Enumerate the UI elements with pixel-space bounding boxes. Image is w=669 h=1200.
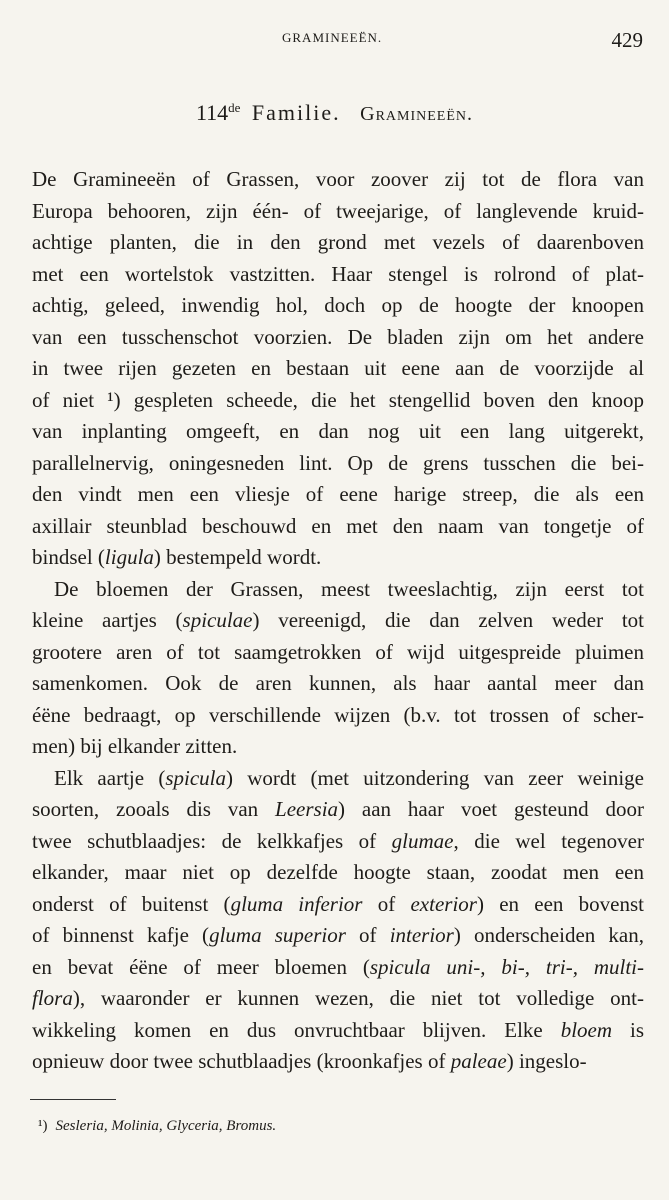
text-segment: elkander, maar niet op dezelfde hoogte staan, zoodat men een xyxy=(32,860,644,884)
text-segment: of xyxy=(345,923,390,947)
text-line xyxy=(32,668,644,700)
text-line xyxy=(32,353,644,385)
text-line xyxy=(32,511,644,543)
text-segment: men) bij elkander zitten. xyxy=(32,734,238,758)
text-line xyxy=(32,385,644,417)
text-segment: den vindt men een vliesje of eene harige streep, die als een xyxy=(32,482,644,506)
text-segment: is xyxy=(612,1017,644,1042)
page-number: 429 xyxy=(611,28,643,52)
text-segment: axillair steunblad beschouwd en met den naam van tongetje of xyxy=(32,513,644,538)
italic-term: paleae xyxy=(450,1049,507,1073)
text-segment: Elk aartje ( xyxy=(54,765,166,790)
text-segment: van inplanting omgeeft, en dan nog uit een lang uitgerekt, xyxy=(32,419,644,443)
text-segment: ) aan haar voet gesteund door xyxy=(338,797,644,821)
text-line xyxy=(32,574,644,606)
italic-term: exterior xyxy=(410,891,477,916)
text-line xyxy=(32,542,644,574)
text-segment: ) onderscheiden kan, xyxy=(453,923,644,947)
italic-term: Leersia xyxy=(275,797,339,821)
family-word: Familie. xyxy=(251,100,341,125)
text-segment: van een tusschenschot voorzien. De bladen zijn om het andere xyxy=(32,324,644,349)
text-segment: onderst of buitenst ( xyxy=(32,891,231,916)
italic-term: spicula uni-, bi-, tri-, multi- xyxy=(369,954,644,979)
text-segment: bindsel ( xyxy=(32,545,105,569)
italic-term: gluma superior xyxy=(209,923,346,947)
text-segment: kleine aartjes ( xyxy=(32,608,183,632)
text-line xyxy=(32,605,644,637)
text-line xyxy=(32,889,644,921)
italic-term: bloem xyxy=(560,1017,613,1042)
family-heading xyxy=(0,100,669,126)
text-segment: opnieuw door twee schutblaadjes (kroonkafjes of xyxy=(32,1049,451,1073)
text-line xyxy=(32,731,644,763)
text-line xyxy=(32,416,644,448)
text-line xyxy=(32,259,644,291)
text-line xyxy=(32,763,644,795)
italic-term: gluma inferior xyxy=(230,891,363,916)
ordinal-suffix: de xyxy=(228,100,241,115)
text-segment: in twee rijen gezeten en bestaan uit eene aan de voorzijde al xyxy=(32,356,644,380)
text-segment: of niet ¹) gespleten scheede, die het stengellid boven den knoop xyxy=(32,387,644,412)
text-segment: De bloemen der Grassen, meest tweeslachtig, zijn eerst tot xyxy=(54,576,644,601)
text-line xyxy=(32,479,644,511)
footnote-text: Sesleria, Molinia, Glyceria, Bromus. xyxy=(55,1118,277,1134)
text-segment: met een wortelstok vastzitten. Haar stengel is rolrond of plat- xyxy=(32,261,644,286)
text-segment: , die wel tegenover xyxy=(453,828,644,853)
text-segment: twee schutblaadjes: de kelkkafjes of xyxy=(32,828,392,853)
text-line xyxy=(32,826,644,858)
text-segment: éëne bedraagt, op verschillende wijzen (b.v. tot trossen of scher- xyxy=(32,702,644,727)
text-line xyxy=(32,196,644,228)
italic-term: glumae xyxy=(391,828,454,853)
text-segment: Europa behooren, zijn één- of tweejarige, of langlevende kruid- xyxy=(32,198,644,223)
footnote-mark: ¹) xyxy=(38,1118,48,1134)
running-title: GRAMINEEËN. xyxy=(282,30,383,45)
family-name: Gramineeën. xyxy=(360,103,474,125)
text-line xyxy=(32,164,644,196)
text-line xyxy=(32,983,644,1015)
text-segment: parallelnervig, oningesneden lint. Op de grens tusschen die bei- xyxy=(32,450,644,475)
text-segment: wikkeling komen en dus onvruchtbaar blijven. Elke xyxy=(32,1017,561,1042)
family-number: 114 xyxy=(195,100,229,125)
text-line xyxy=(32,700,644,732)
text-segment: samenkomen. Ook de aren kunnen, als haar aantal meer dan xyxy=(32,671,644,695)
text-line xyxy=(32,1015,644,1047)
body-text xyxy=(32,164,644,1078)
text-line xyxy=(32,448,644,480)
footnote-rule xyxy=(30,1099,116,1100)
text-segment: grootere aren of tot saamgetrokken of wijd uitgespreide pluimen xyxy=(32,639,644,664)
text-segment: of xyxy=(362,891,411,916)
footnote xyxy=(38,1118,276,1135)
italic-term: ligula xyxy=(104,545,154,569)
text-segment: achtige planten, die in den grond met vezels of daarenboven xyxy=(32,230,644,254)
italic-term: spiculae xyxy=(182,608,253,632)
text-segment: soorten, zooals dis van xyxy=(32,797,276,821)
italic-term: interior xyxy=(389,923,454,947)
text-segment: De Gramineeën of Grassen, voor zoover zij tot de flora van xyxy=(32,167,644,191)
text-line xyxy=(32,637,644,669)
text-segment: ) bestempeld wordt. xyxy=(153,545,322,569)
text-segment: ) en een bovenst xyxy=(476,891,644,916)
running-head xyxy=(0,28,669,52)
text-line xyxy=(32,794,644,826)
text-segment: ) wordt (met uitzondering van zeer weinige xyxy=(226,765,644,790)
text-line xyxy=(32,1046,644,1078)
text-segment: ) vereenigd, die dan zelven weder tot xyxy=(252,608,644,632)
text-line xyxy=(32,290,644,322)
text-line xyxy=(32,920,644,952)
text-line xyxy=(32,322,644,354)
text-segment: ), waaronder er kunnen wezen, die niet tot volledige ont- xyxy=(72,986,644,1010)
text-line xyxy=(32,227,644,259)
text-segment: ) ingeslo- xyxy=(506,1049,587,1073)
italic-term: spicula xyxy=(165,765,226,790)
text-segment: en bevat éëne of meer bloemen ( xyxy=(32,954,370,979)
italic-term: flora xyxy=(32,986,73,1010)
text-segment: of binnenst kafje ( xyxy=(32,923,210,947)
text-segment: achtig, geleed, inwendig hol, doch op de hoogte der knoopen xyxy=(32,293,644,317)
text-line xyxy=(32,857,644,889)
text-line xyxy=(32,952,644,984)
